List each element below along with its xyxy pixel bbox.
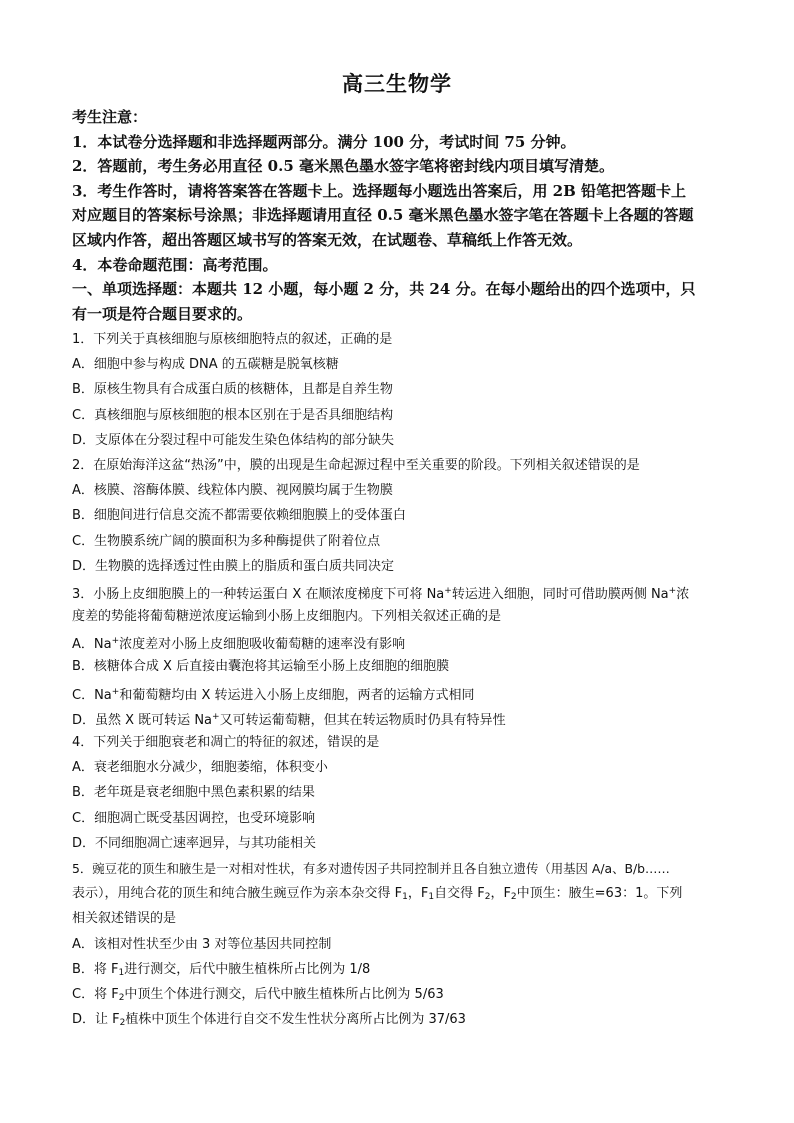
option-text: A．Na xyxy=(72,637,112,653)
subscript: 2 xyxy=(118,992,125,1003)
option-text: C．Na xyxy=(72,687,112,703)
option-text: B．将 F xyxy=(72,961,119,977)
q5-stem-part: 中顶生：腋生=63：1。下列 xyxy=(516,886,683,902)
question-5-option-d xyxy=(72,1007,724,1032)
question-2-option-c: C．生物膜系统广阔的膜面积为多种酶提供了附着位点 xyxy=(72,533,381,549)
question-4-option-c: C．细胞凋亡既受基因调控，也受环境影响 xyxy=(72,810,316,826)
question-4-stem: 4．下列关于细胞衰老和凋亡的特征的叙述，错误的是 xyxy=(72,735,380,750)
question-1-option-b: B．原核生物具有合成蛋白质的核糖体，且都是自养生物 xyxy=(72,382,393,398)
notice-item-3-cont2: 区域内作答，超出答题区域书写的答案无效，在试题卷、草稿纸上作答无效。 xyxy=(72,230,583,249)
superscript: + xyxy=(111,686,120,697)
option-text: C．将 F xyxy=(72,986,119,1002)
q5-stem-part: 自交得 F xyxy=(434,886,485,902)
question-1-stem: 1．下列关于真核细胞与原核细胞特点的叙述，正确的是 xyxy=(72,332,393,347)
q5-stem-part: ，F xyxy=(490,886,511,902)
notice-block xyxy=(72,105,724,326)
question-5-stem-line-1: 5．豌豆花的顶生和腋生是一对相对性状，有多对遗传因子共同控制并且各自独立遗传（用基因 A/a、B/b…… xyxy=(72,860,670,876)
question-4-option-d: D．不同细胞凋亡速率迥异，与其功能相关 xyxy=(72,835,317,851)
question-3-option-d xyxy=(72,705,724,730)
subscript: 2 xyxy=(119,1018,126,1029)
subscript: 1 xyxy=(402,892,408,903)
question-4-option-b: B．老年斑是衰老细胞中黑色素积累的结果 xyxy=(72,785,315,801)
option-text: 又可转运葡萄糖，但其在转运物质时仍具有特异性 xyxy=(219,712,506,728)
option-text: 浓度差对小肠上皮细胞吸收葡萄糖的速率没有影响 xyxy=(119,637,406,653)
notice-item-3-cont: 对应题目的答案标号涂黑；非选择题请用直径 0.5 毫米黑色墨水签字笔在答题卡上各题的答题 xyxy=(72,206,694,225)
notice-item-2: 2．答题前，考生务必用直径 0.5 毫米黑色墨水签字笔将密封线内项目填写清楚。 xyxy=(72,157,614,176)
question-5-option-a: A．该相对性状至少由 3 对等位基因共同控制 xyxy=(72,936,332,952)
subscript: 2 xyxy=(484,892,491,903)
q3-stem-part: 转运进入细胞，同时可借助膜两侧 Na xyxy=(451,586,669,602)
question-5-stem-line-3: 相关叙述错误的是 xyxy=(72,911,177,927)
superscript: + xyxy=(111,636,120,647)
option-text: 植株中顶生个体进行自交不发生性状分离所占比例为 37/63 xyxy=(125,1012,466,1028)
superscript: + xyxy=(444,585,452,596)
superscript: + xyxy=(212,711,220,722)
section-heading: 一、单项选择题：本题共 12 小题，每小题 2 分，共 24 分。在每小题给出的四个选项中，只 xyxy=(72,280,696,299)
subscript: 1 xyxy=(428,892,435,903)
question-1-option-c: C．真核细胞与原核细胞的根本区别在于是否具细胞结构 xyxy=(72,407,394,423)
notice-heading: 考生注意： xyxy=(72,108,148,126)
q3-stem-part: 3．小肠上皮细胞膜上的一种转运蛋白 X 在顺浓度梯度下可将 Na xyxy=(72,586,445,602)
notice-item-3: 3．考生作答时，请将答案答在答题卡上。选择题每小题选出答案后，用 2B 铅笔把答题卡上 xyxy=(72,181,687,200)
question-5-option-b xyxy=(72,957,724,982)
option-text: 中顶生个体进行测交，后代中腋生植株所占比例为 5/63 xyxy=(124,986,444,1002)
q5-stem-part: ，F xyxy=(407,886,429,902)
subscript: 1 xyxy=(118,967,125,978)
option-text: D．让 F xyxy=(72,1012,120,1028)
question-3-option-b: B．核糖体合成 X 后直接由囊泡将其运输至小肠上皮细胞的细胞膜 xyxy=(72,659,450,675)
question-list xyxy=(72,327,724,1032)
question-5-stem-line-2 xyxy=(72,881,724,906)
question-2-stem: 2．在原始海洋这盆“热汤”中，膜的出现是生命起源过程中至关重要的阶段。下列相关叙述错误的是 xyxy=(72,457,640,473)
question-3-stem-line-1 xyxy=(72,579,724,604)
option-text: D．虽然 X 既可转运 Na xyxy=(72,712,213,728)
option-text: 进行测交，后代中腋生植株所占比例为 1/8 xyxy=(124,961,371,977)
question-2-option-a: A．核膜、溶酶体膜、线粒体内膜、视网膜均属于生物膜 xyxy=(72,483,393,499)
question-3-stem-line-2: 度差的势能将葡萄糖逆浓度运输到小肠上皮细胞内。下列相关叙述正确的是 xyxy=(72,609,502,625)
section-heading-cont: 有一项是符合题目要求的。 xyxy=(72,304,253,323)
superscript: + xyxy=(668,585,677,596)
q5-stem-part: 表示），用纯合花的顶生和纯合腋生豌豆作为亲本杂交得 F xyxy=(72,886,403,902)
question-2-option-b: B．细胞间进行信息交流不都需要依赖细胞膜上的受体蛋白 xyxy=(72,508,406,524)
notice-item-1: 1．本试卷分选择题和非选择题两部分。满分 100 分，考试时间 75 分钟。 xyxy=(72,132,576,151)
question-1-option-a: A．细胞中参与构成 DNA 的五碳糖是脱氧核糖 xyxy=(72,357,339,373)
question-1-option-d: D．支原体在分裂过程中可能发生染色体结构的部分缺失 xyxy=(72,432,395,448)
subscript: 2 xyxy=(510,892,517,903)
question-3-option-c xyxy=(72,680,724,705)
question-5-option-c xyxy=(72,982,724,1007)
question-2-option-d: D．生物膜的选择透过性由膜上的脂质和蛋白质共同决定 xyxy=(72,558,395,574)
question-3-option-a xyxy=(72,629,724,654)
q3-stem-part: 浓 xyxy=(676,586,690,602)
page-title: 高三生物学 xyxy=(342,71,452,96)
option-text: 和葡萄糖均由 X 转运进入小肠上皮细胞，两者的运输方式相同 xyxy=(119,687,475,703)
question-4-option-a: A．衰老细胞水分减少，细胞萎缩，体积变小 xyxy=(72,760,328,776)
notice-item-4: 4．本卷命题范围：高考范围。 xyxy=(72,255,278,274)
